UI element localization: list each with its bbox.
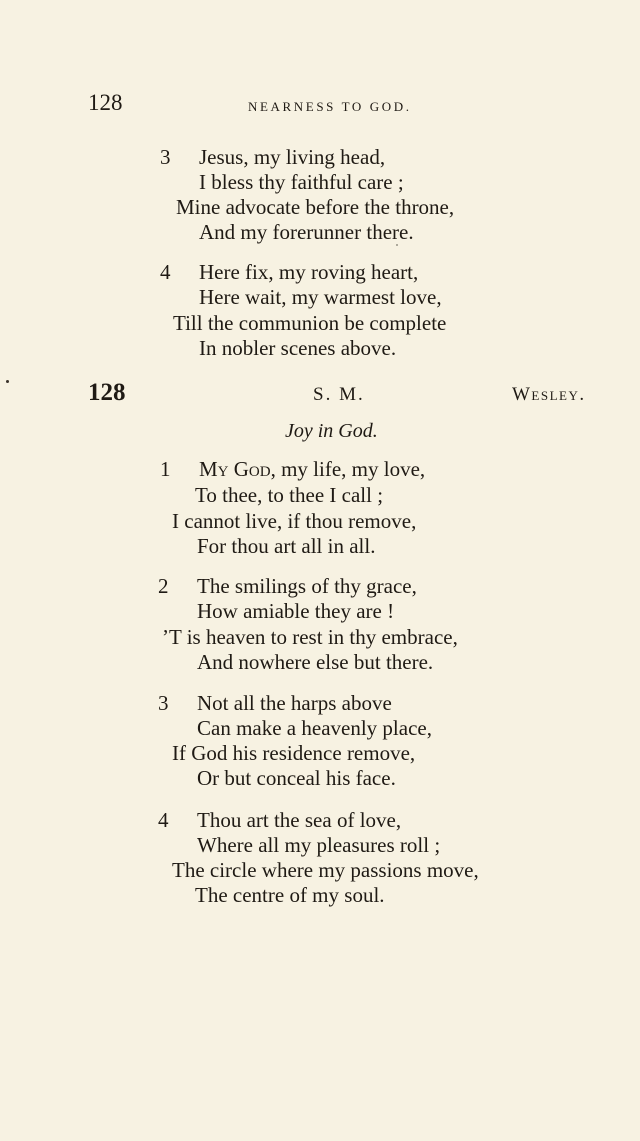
- verse-line: Jesus, my living head,: [199, 145, 386, 169]
- verse-line: Here wait, my warmest love,: [199, 285, 442, 309]
- verse-line: Mine advocate before the throne,: [176, 195, 455, 219]
- verse-line: How amiable they are !: [197, 599, 395, 623]
- verse-line: Or but conceal his face.: [197, 766, 396, 790]
- verse-line: I cannot live, if thou remove,: [172, 509, 417, 533]
- verse-line: And my forerunner there.: [199, 220, 414, 244]
- verse-line: Thou art the sea of love,: [197, 808, 402, 832]
- verse-number: 1: [160, 457, 171, 481]
- verse-line: ’T is heaven to rest in thy embrace,: [162, 625, 458, 649]
- verse-line: And nowhere else but there.: [197, 650, 434, 674]
- verse-line: Where all my pleasures roll ;: [197, 833, 441, 857]
- verse-line: Here fix, my roving heart,: [199, 260, 419, 284]
- hymn-meter: S. M.: [313, 384, 365, 405]
- ink-speck: [396, 244, 398, 246]
- verse-line: For thou art all in all.: [197, 534, 376, 558]
- verse-line: The circle where my passions move,: [172, 858, 479, 882]
- hymn-title: Joy in God.: [285, 420, 378, 442]
- verse-line: Till the communion be complete: [173, 311, 447, 335]
- hymn-author: Wesley.: [512, 384, 586, 405]
- verse-line: Can make a heavenly place,: [197, 716, 432, 740]
- verse-line: In nobler scenes above.: [199, 336, 397, 360]
- verse-line: Not all the harps above: [197, 691, 392, 715]
- hymn-number: 128: [88, 379, 126, 406]
- page-number: 128: [88, 90, 123, 115]
- verse-line: The smilings of thy grace,: [197, 574, 417, 598]
- ink-speck: [6, 380, 9, 383]
- verse-first-words: My God: [199, 457, 271, 481]
- verse-number: 3: [160, 145, 171, 169]
- running-title: NEARNESS TO GOD.: [248, 99, 412, 114]
- verse-number: 3: [158, 691, 169, 715]
- verse-number: 2: [158, 574, 169, 598]
- verse-line: To thee, to thee I call ;: [195, 483, 384, 507]
- verse-line: [199, 457, 425, 482]
- verse-line-rest: , my life, my love,: [270, 457, 426, 481]
- verse-number: 4: [158, 808, 169, 832]
- verse-line: The centre of my soul.: [195, 883, 385, 907]
- verse-line: I bless thy faithful care ;: [199, 170, 404, 194]
- verse-line: If God his residence remove,: [172, 741, 416, 765]
- verse-number: 4: [160, 260, 171, 284]
